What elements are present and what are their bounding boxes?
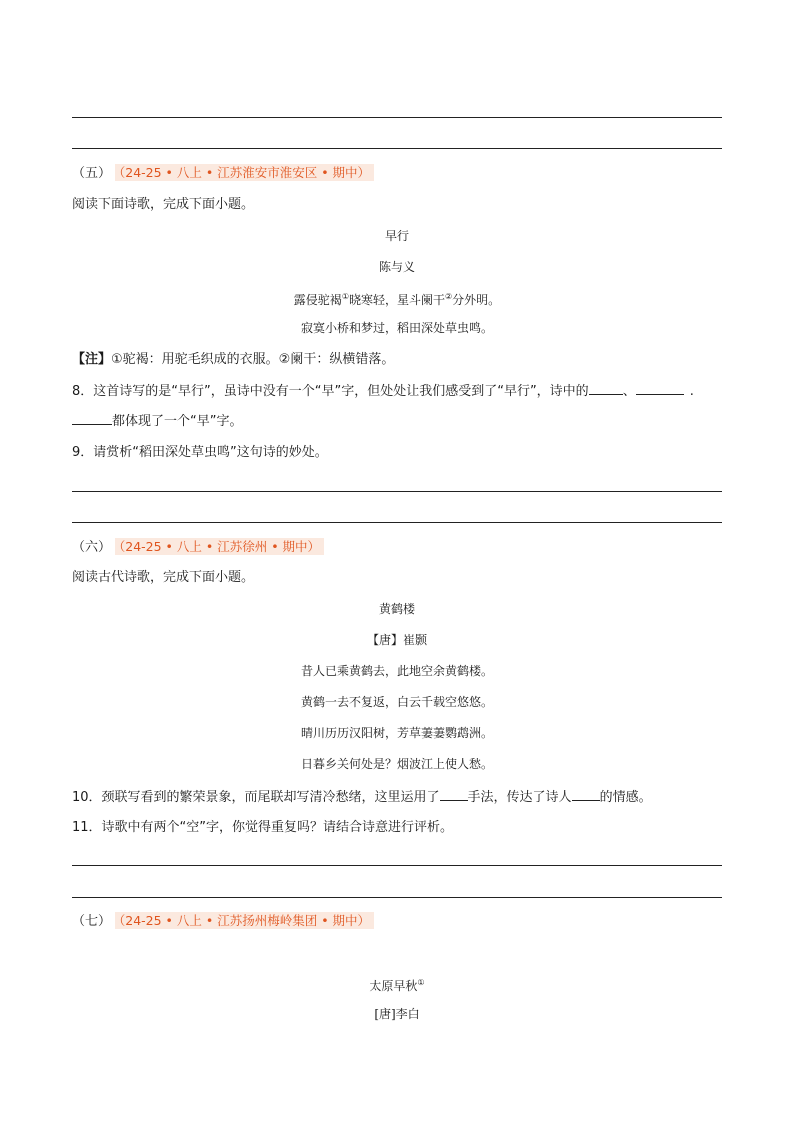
- poem-title: 早行: [384, 229, 409, 243]
- poem-line: 寂寞小桥和梦过，稻田深处草虫鸣。: [300, 321, 493, 335]
- instruction: 阅读下面诗歌，完成下面小题。: [72, 197, 255, 212]
- poem-line: [0, 289, 794, 308]
- poem-line-text: 露侵驼褐: [293, 293, 342, 307]
- answer-blank[interactable]: [636, 382, 684, 395]
- answer-blank[interactable]: [589, 382, 623, 395]
- instruction: 阅读古代诗歌，完成下面小题。: [72, 570, 255, 585]
- question-8-cont: [72, 412, 242, 431]
- note-label: 【注】: [72, 352, 112, 367]
- section-header: [72, 912, 374, 931]
- answer-line: [72, 117, 722, 118]
- poem-author: 【唐】崔颢: [366, 633, 427, 647]
- poem-title: 黄鹤楼: [378, 602, 415, 616]
- poem-line: 昔人已乘黄鹤去，此地空余黄鹤楼。: [300, 664, 493, 678]
- separator: 、: [622, 384, 636, 399]
- poem-author: [唐]李白: [374, 1007, 420, 1021]
- answer-line: [72, 897, 722, 898]
- answer-line: [72, 865, 722, 866]
- poem-line: 日暮乡关何处是？烟波江上使人愁。: [300, 757, 493, 771]
- poem-line-text: 晓寒轻，星斗阑干: [348, 293, 445, 307]
- poem-line: 晴川历历汉阳树，芳草萋萋鹦鹉洲。: [300, 726, 493, 740]
- section-number: （五）: [72, 166, 112, 181]
- question-11: 11．诗歌中有两个“空”字，你觉得重复吗？请结合诗意进行评析。: [72, 820, 454, 835]
- question-8: [72, 382, 694, 401]
- question-text: 10．颈联写看到的繁荣景象，而尾联却写清冷愁绪，这里运用了: [72, 790, 440, 805]
- question-10: [72, 788, 652, 807]
- poem-author: 陈与义: [378, 260, 415, 274]
- poem-line-text: 分外明。: [452, 293, 501, 307]
- source-tag: （24-25 • 八上 • 江苏徐州 • 期中）: [115, 538, 324, 555]
- question-text: 8．这首诗写的是“早行”，虽诗中没有一个“早”字，但处处让我们感受到了“早行”，诗中的: [72, 384, 589, 399]
- footnote-marker: ①: [417, 978, 425, 987]
- answer-blank[interactable]: [440, 788, 468, 801]
- section-header: [72, 538, 324, 557]
- section-header: [72, 164, 374, 183]
- question-text: 手法，传达了诗人: [467, 790, 572, 805]
- question-9: 9．请赏析“稻田深处草虫鸣”这句诗的妙处。: [72, 445, 328, 460]
- answer-blank[interactable]: [572, 788, 600, 801]
- question-text: 都体现了一个“早”字。: [112, 414, 243, 429]
- poem-title: [0, 975, 794, 994]
- source-tag: （24-25 • 八上 • 江苏淮安市淮安区 • 期中）: [115, 164, 374, 181]
- section-number: （七）: [72, 914, 112, 929]
- footnote-marker: ①: [341, 292, 349, 301]
- question-text: 的情感。: [599, 790, 652, 805]
- poem-title-text: 太原早秋: [369, 979, 418, 993]
- section-number: （六）: [72, 540, 112, 555]
- answer-line: [72, 491, 722, 492]
- separator: .: [689, 384, 694, 399]
- footnote-marker: ②: [445, 292, 453, 301]
- answer-blank[interactable]: [72, 412, 112, 425]
- note: [72, 351, 394, 369]
- poem-line: 黄鹤一去不复返，白云千载空悠悠。: [300, 695, 493, 709]
- source-tag: （24-25 • 八上 • 江苏扬州梅岭集团 • 期中）: [115, 912, 374, 929]
- answer-line: [72, 522, 722, 523]
- answer-line: [72, 148, 722, 149]
- note-text: ①驼褐：用驼毛织成的衣服。②阑干：纵横错落。: [111, 352, 395, 367]
